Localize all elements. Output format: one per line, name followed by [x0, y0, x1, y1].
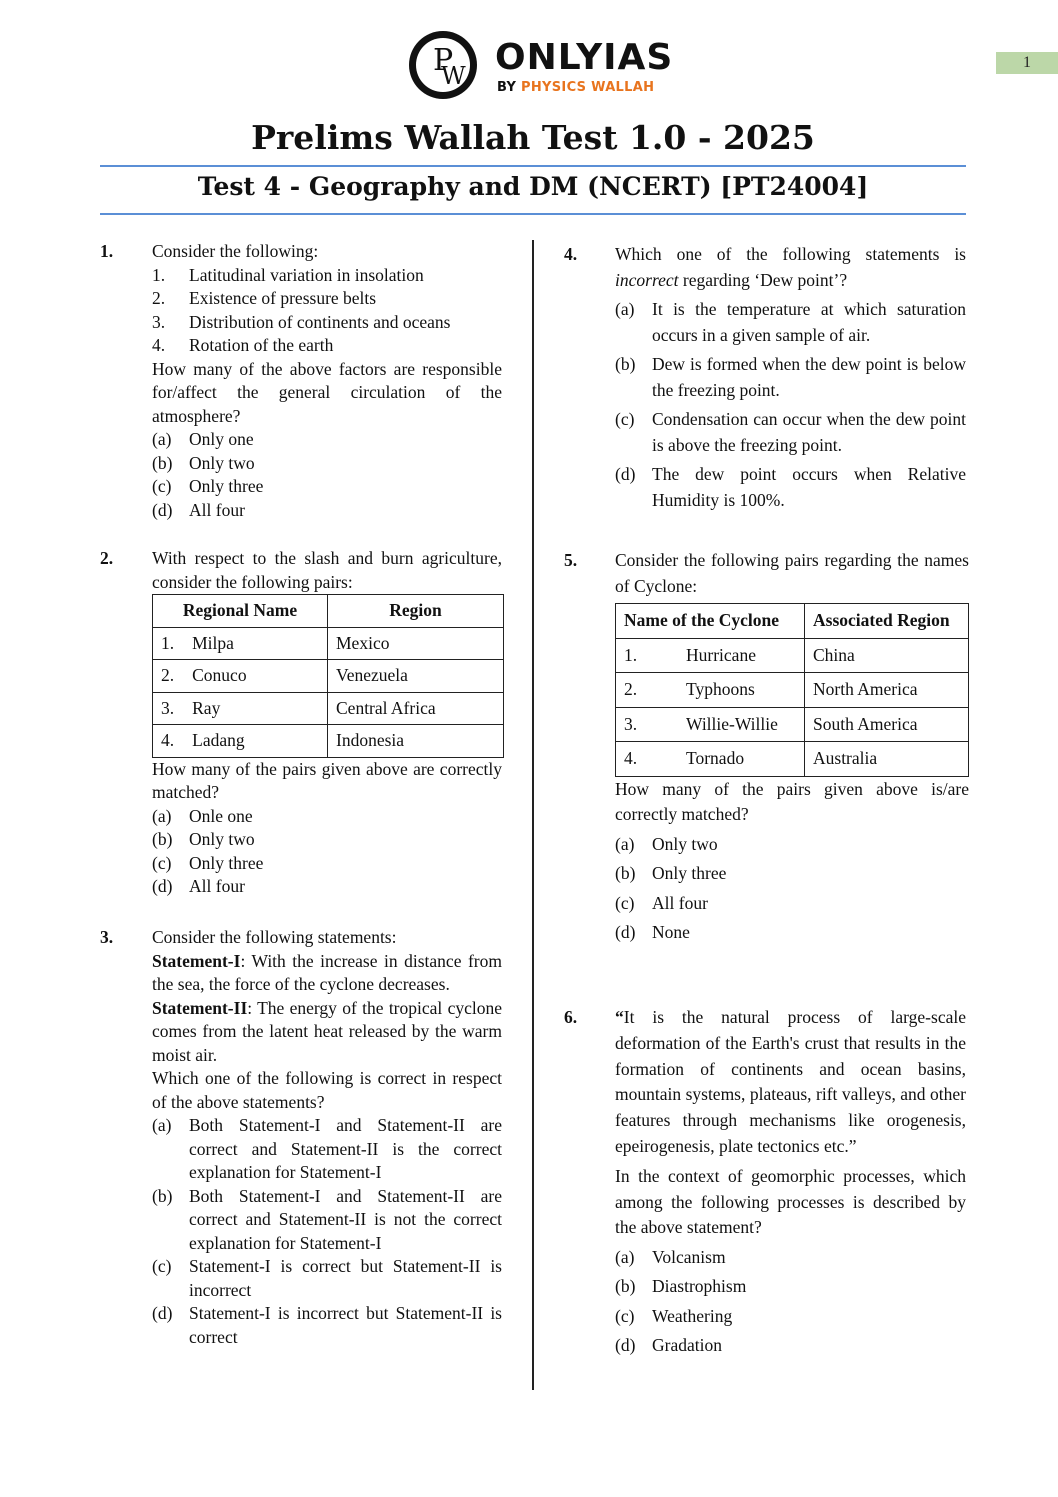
- option-a[interactable]: (a) Volcanism: [615, 1247, 726, 1268]
- table-row: 4. Tornado Australia: [616, 742, 969, 777]
- option-a[interactable]: (a) Both Statement-I and Statement-II are correct and Statement-II is the correct explanation for Statement-I: [152, 1115, 502, 1182]
- question-intro: Consider the following pairs regarding the names of Cyclone:: [615, 550, 969, 596]
- option-b[interactable]: (b) Only two: [152, 829, 255, 849]
- option-c[interactable]: (c) Statement-I is correct but Statement-II is incorrect: [152, 1256, 502, 1300]
- question-number: 2.: [100, 548, 114, 568]
- question-number: 3.: [100, 927, 114, 947]
- question-1: [100, 240, 502, 530]
- option-a[interactable]: (a) Only two: [615, 833, 718, 854]
- pairs-table: [152, 594, 504, 758]
- pairs-table: [615, 603, 969, 777]
- list-item: 1. Latitudinal variation in insolation: [152, 264, 424, 285]
- option-b[interactable]: (b) Dew is formed when the dew point is below the freezing point.: [615, 354, 966, 400]
- question-intro: Consider the following:: [152, 241, 319, 261]
- table-header: Name of the Cyclone: [616, 604, 805, 639]
- option-c[interactable]: (c) Only three: [152, 476, 264, 496]
- question-number: 4.: [564, 244, 578, 264]
- question-6: [564, 1005, 966, 1390]
- question-5: [564, 548, 969, 978]
- table-row: 3. Ray Central Africa: [153, 692, 504, 725]
- table-row: 2. Conuco Venezuela: [153, 660, 504, 693]
- question-intro: Consider the following statements:: [152, 927, 397, 947]
- subtitle-rule: [100, 213, 966, 215]
- list-item: 2. Existence of pressure belts: [152, 288, 377, 308]
- option-a[interactable]: (a) Onle one: [152, 805, 253, 826]
- option-c[interactable]: (c) All four: [615, 892, 708, 913]
- option-b[interactable]: (b) Only two: [152, 452, 255, 473]
- question-number: 6.: [564, 1007, 578, 1027]
- option-b[interactable]: (b) Diastrophism: [615, 1276, 747, 1297]
- brand-subtitle: [497, 80, 654, 95]
- table-header: Associated Region: [805, 604, 969, 639]
- question-intro: With respect to the slash and burn agriculture, consider the following pairs:: [152, 548, 502, 592]
- option-d[interactable]: (d) None: [615, 922, 690, 942]
- question-stem: Which one of the following is correct in respect of the above statements?: [152, 1068, 502, 1112]
- question-4: [564, 242, 966, 532]
- pw-logo-mark: [405, 30, 481, 100]
- question-stem: How many of the pairs given above is/are correctly matched?: [615, 778, 969, 824]
- option-c[interactable]: (c) Condensation can occur when the dew point is above the freezing point.: [615, 409, 966, 455]
- page-title: Prelims Wallah Test 1.0 - 2025: [251, 118, 815, 157]
- list-item: 4. Rotation of the earth: [152, 335, 334, 355]
- option-d[interactable]: (d) The dew point occurs when Relative Humidity is 100%.: [615, 464, 966, 510]
- question-quote: “It is the natural process of large-scale deformation of the Earth's crust that results in the formation of continents and ocean basins, mountain systems, plateaus, rift valleys, and other features through mechanisms like orogenesis, epeirogenesis, plate tectonics etc.”: [615, 1007, 966, 1156]
- column-divider: [532, 240, 534, 1390]
- statement-1: Statement-I: With the increase in distance from the sea, the force of the cyclone decreases.: [152, 950, 502, 994]
- statement-2: Statement-II: The energy of the tropical cyclone comes from the latent heat released by the warm moist air.: [152, 997, 502, 1065]
- table-row: 1. Hurricane China: [616, 638, 969, 673]
- list-item: 3. Distribution of continents and oceans: [152, 311, 451, 332]
- test-subtitle: Test 4 - Geography and DM (NCERT) [PT24004]: [197, 172, 869, 201]
- option-a[interactable]: (a) It is the temperature at which saturation occurs in a given sample of air.: [615, 299, 966, 345]
- table-row: 2. Typhoons North America: [616, 673, 969, 708]
- brand-org: PHYSICS WALLAH: [521, 80, 655, 95]
- option-d[interactable]: (d) Gradation: [615, 1335, 722, 1356]
- question-stem: How many of the pairs given above are correctly matched?: [152, 758, 502, 802]
- table-header: Region: [328, 595, 504, 628]
- table-row: 1. Milpa Mexico: [153, 627, 504, 660]
- option-a[interactable]: (a) Only one: [152, 429, 254, 449]
- question-2: [100, 547, 504, 907]
- logo-letter-w: W: [441, 62, 466, 90]
- option-c[interactable]: (c) Only three: [152, 852, 264, 873]
- table-row: 3. Willie-Willie South America: [616, 707, 969, 742]
- page-number: 1: [996, 52, 1058, 74]
- question-intro: Which one of the following statements is incorrect regarding ‘Dew point’?: [615, 244, 966, 290]
- table-header: Regional Name: [153, 595, 328, 628]
- table-row: 4. Ladang Indonesia: [153, 725, 504, 758]
- question-stem: In the context of geomorphic processes, which among the following processes is described by the above statement?: [615, 1165, 966, 1238]
- brand-name: ONLYIAS: [495, 37, 674, 78]
- question-3: [100, 926, 502, 1386]
- question-stem: How many of the above factors are responsible for/affect the general circulation of the atmosphere?: [152, 358, 502, 426]
- question-number: 5.: [564, 550, 578, 570]
- option-d[interactable]: (d) All four: [152, 876, 245, 896]
- logo-letter-p: P: [433, 43, 454, 78]
- option-d[interactable]: (d) Statement-I is incorrect but Statement-II is correct: [152, 1303, 502, 1347]
- option-b[interactable]: (b) Both Statement-I and Statement-II are correct and Statement-II is not the correct explanation for Statement-I: [152, 1185, 502, 1253]
- option-c[interactable]: (c) Weathering: [615, 1305, 733, 1326]
- question-number: 1.: [100, 241, 114, 261]
- title-rule: [100, 165, 966, 167]
- brand-by: BY: [497, 80, 517, 95]
- option-d[interactable]: (d) All four: [152, 499, 245, 520]
- option-b[interactable]: (b) Only three: [615, 863, 727, 883]
